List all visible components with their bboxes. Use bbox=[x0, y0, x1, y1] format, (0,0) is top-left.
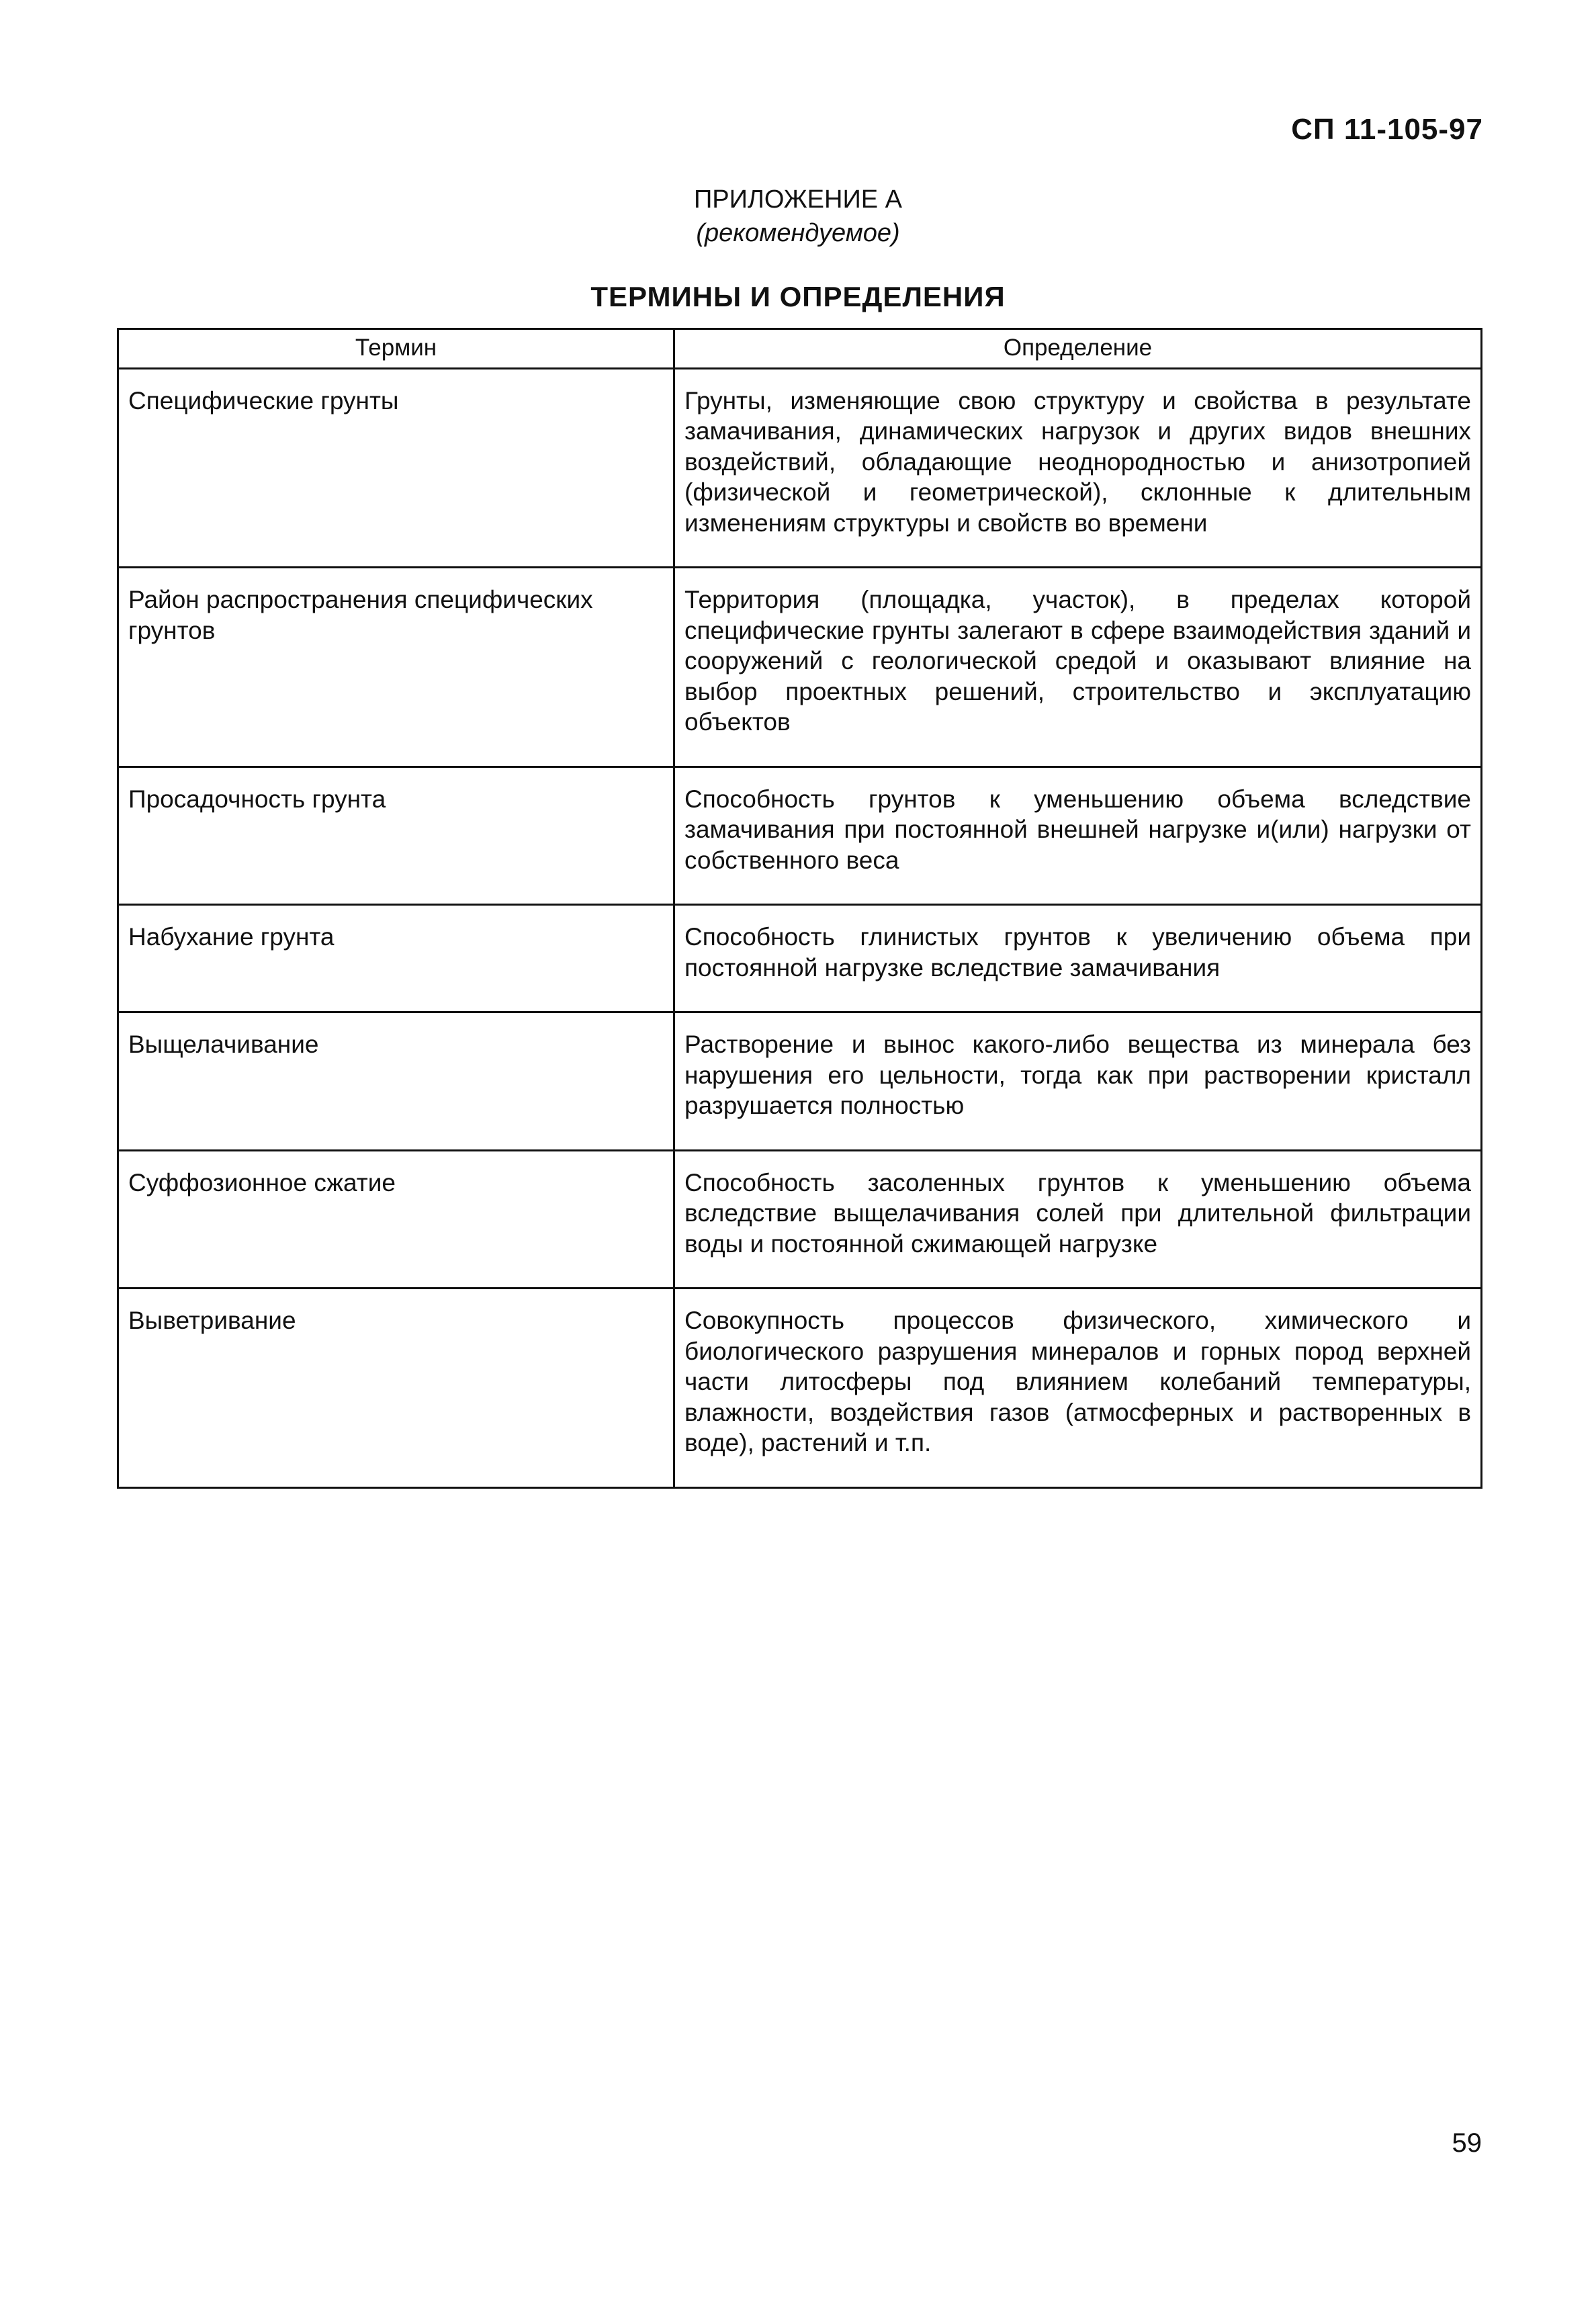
appendix-title: ПРИЛОЖЕНИЕ А bbox=[693, 185, 903, 214]
terms-table bbox=[117, 328, 1482, 1489]
column-header-definition: Определение bbox=[674, 329, 1482, 369]
table-row bbox=[118, 1289, 1482, 1488]
table-row bbox=[118, 568, 1482, 767]
term-cell: Просадочность грунта bbox=[118, 767, 674, 905]
section-title: ТЕРМИНЫ И ОПРЕДЕЛЕНИЯ bbox=[590, 281, 1006, 312]
definition-cell: Территория (площадка, участок), в пределах которой специфические грунты залегают в сфере взаимодействия зданий и сооружений с геологической средой и оказывают влияние на выбор проектных решений, строительство и эксплуатацию объектов bbox=[674, 568, 1482, 767]
term-cell: Район распространения специфических грунтов bbox=[118, 568, 674, 767]
appendix-heading bbox=[0, 183, 1596, 250]
document-code: СП 11-105-97 bbox=[1291, 113, 1483, 146]
definition-cell: Растворение и вынос какого-либо вещества из минерала без нарушения его цельности, тогда как при растворении кристалл разрушается полностью bbox=[674, 1012, 1482, 1151]
term-cell: Набухание грунта bbox=[118, 905, 674, 1012]
table-row bbox=[118, 1012, 1482, 1151]
table-row bbox=[118, 905, 1482, 1012]
definition-cell: Способность грунтов к уменьшению объема вследствие замачивания при постоянной внешней нагрузке и(или) нагрузки от собственного веса bbox=[674, 767, 1482, 905]
term-cell: Суффозионное сжатие bbox=[118, 1150, 674, 1289]
appendix-status: (рекомендуемое) bbox=[696, 219, 900, 247]
definition-cell: Грунты, изменяющие свою структуру и свойства в результате замачивания, динамических нагрузок и других видов внешних воздействий, обладающие неоднородностью и анизотропией (физической и геометрической), склонные к длительным изменениям структуры и свойств во времени bbox=[674, 368, 1482, 568]
term-cell: Специфические грунты bbox=[118, 368, 674, 568]
page-number: 59 bbox=[1452, 2128, 1482, 2158]
definition-cell: Способность засоленных грунтов к уменьшению объема вследствие выщелачивания солей при длительной фильтрации воды и постоянной сжимающей нагрузке bbox=[674, 1150, 1482, 1289]
term-cell: Выщелачивание bbox=[118, 1012, 674, 1151]
column-header-term: Термин bbox=[118, 329, 674, 369]
table-row bbox=[118, 368, 1482, 568]
table-header-row bbox=[118, 329, 1482, 369]
term-cell: Выветривание bbox=[118, 1289, 674, 1488]
definition-cell: Способность глинистых грунтов к увеличению объема при постоянной нагрузке вследствие замачивания bbox=[674, 905, 1482, 1012]
table-row bbox=[118, 767, 1482, 905]
definition-cell: Совокупность процессов физического, химического и биологического разрушения минералов и горных пород верхней части литосферы под влиянием колебаний температуры, влажности, воздействия газов (атмосферных и растворенных в воде), растений и т.п. bbox=[674, 1289, 1482, 1488]
table-row bbox=[118, 1150, 1482, 1289]
